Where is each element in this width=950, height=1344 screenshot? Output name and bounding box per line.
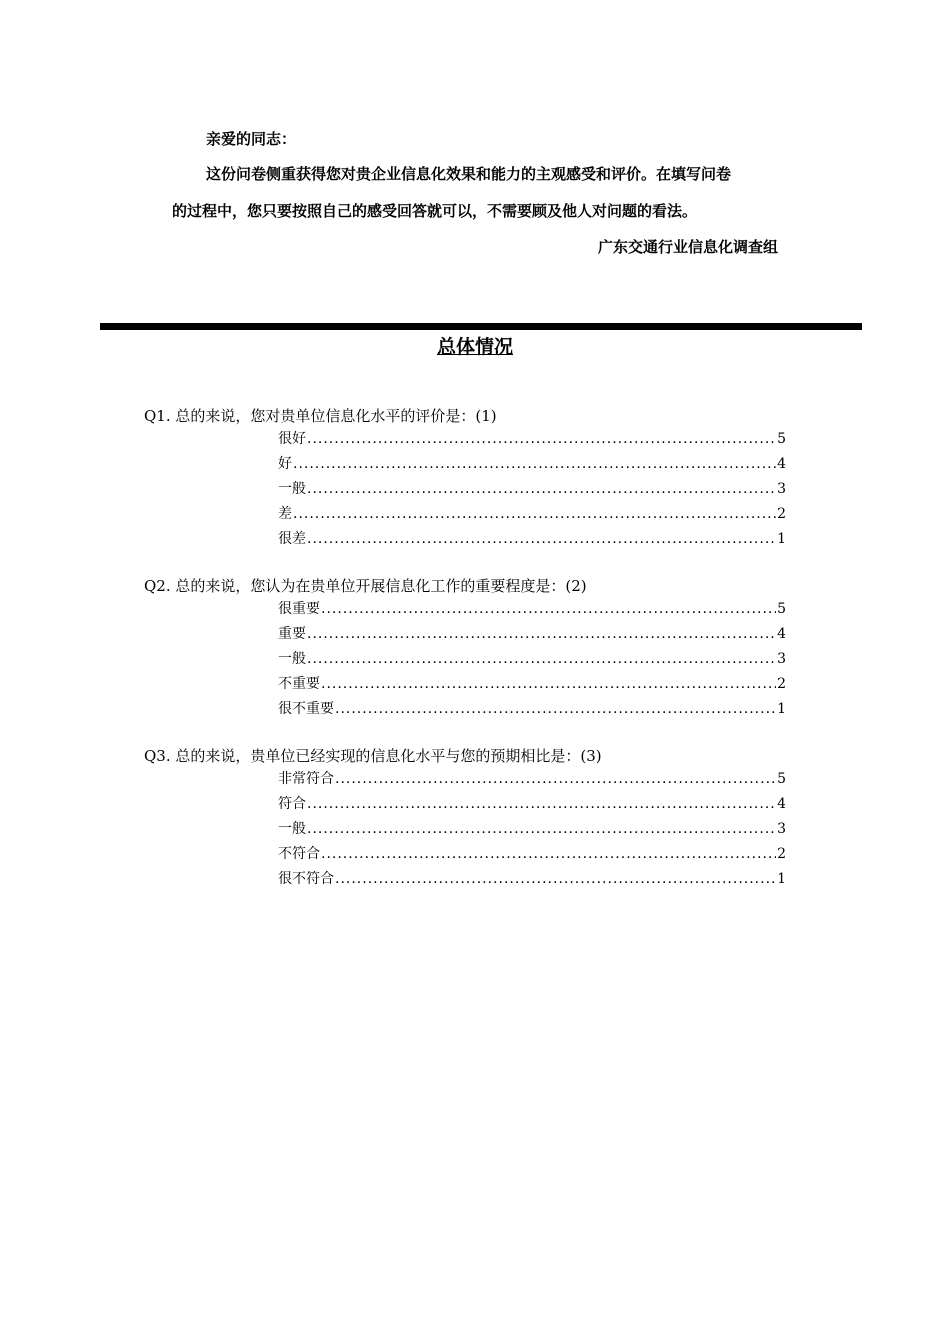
option-label: 好 xyxy=(278,456,292,472)
question-1 xyxy=(144,405,864,552)
option-score: 2 xyxy=(777,506,786,522)
dot-leader xyxy=(293,452,776,477)
option-row[interactable] xyxy=(278,527,786,552)
option-label: 不重要 xyxy=(278,676,320,692)
option-label: 不符合 xyxy=(278,846,320,862)
dot-leader xyxy=(307,527,776,552)
option-row[interactable] xyxy=(278,427,786,452)
option-score: 3 xyxy=(777,821,786,837)
option-label: 非常符合 xyxy=(278,771,334,787)
option-label: 很不重要 xyxy=(278,701,334,717)
question-text: Q3. 总的来说，贵单位已经实现的信息化水平与您的预期相比是：(3) xyxy=(144,747,602,765)
option-row[interactable] xyxy=(278,842,786,867)
option-score: 2 xyxy=(777,676,786,692)
intro-paragraph-line-1: 这份问卷侧重获得您对贵企业信息化效果和能力的主观感受和评价。在填写问卷 xyxy=(206,165,732,183)
intro-paragraph-line-2: 的过程中，您只要按照自己的感受回答就可以，不需要顾及他人对问题的看法。 xyxy=(172,202,698,220)
dot-leader xyxy=(321,672,776,697)
greeting: 亲爱的同志： xyxy=(206,130,297,148)
dot-leader xyxy=(335,867,776,892)
option-score: 1 xyxy=(777,531,786,547)
option-row[interactable] xyxy=(278,502,786,527)
dot-leader xyxy=(293,502,776,527)
option-score: 4 xyxy=(777,796,786,812)
option-row[interactable] xyxy=(278,697,786,722)
question-3 xyxy=(144,745,864,892)
option-label: 差 xyxy=(278,506,292,522)
option-row[interactable] xyxy=(278,622,786,647)
signature: 广东交通行业信息化调查组 xyxy=(598,238,779,256)
option-score: 2 xyxy=(777,846,786,862)
dot-leader xyxy=(321,597,776,622)
option-label: 符合 xyxy=(278,796,306,812)
option-score: 1 xyxy=(777,701,786,717)
question-text: Q1. 总的来说，您对贵单位信息化水平的评价是：(1) xyxy=(144,407,497,425)
dot-leader xyxy=(307,622,776,647)
option-label: 很不符合 xyxy=(278,871,334,887)
dot-leader xyxy=(307,792,776,817)
option-label: 很好 xyxy=(278,431,306,447)
option-row[interactable] xyxy=(278,647,786,672)
option-list xyxy=(278,767,786,892)
option-score: 3 xyxy=(777,481,786,497)
option-row[interactable] xyxy=(278,477,786,502)
option-score: 4 xyxy=(777,626,786,642)
option-list xyxy=(278,427,786,552)
option-label: 很差 xyxy=(278,531,306,547)
option-label: 一般 xyxy=(278,481,306,497)
option-label: 一般 xyxy=(278,651,306,667)
dot-leader xyxy=(307,477,776,502)
option-score: 5 xyxy=(777,601,786,617)
option-score: 3 xyxy=(777,651,786,667)
option-list xyxy=(278,597,786,722)
option-label: 很重要 xyxy=(278,601,320,617)
option-row[interactable] xyxy=(278,792,786,817)
option-score: 1 xyxy=(777,871,786,887)
question-2 xyxy=(144,575,864,722)
option-row[interactable] xyxy=(278,452,786,477)
dot-leader xyxy=(307,427,776,452)
dot-leader xyxy=(307,647,776,672)
option-row[interactable] xyxy=(278,767,786,792)
option-row[interactable] xyxy=(278,597,786,622)
option-label: 一般 xyxy=(278,821,306,837)
option-score: 4 xyxy=(777,456,786,472)
option-row[interactable] xyxy=(278,817,786,842)
dot-leader xyxy=(335,767,776,792)
section-divider xyxy=(100,323,862,330)
dot-leader xyxy=(307,817,776,842)
dot-leader xyxy=(321,842,776,867)
option-score: 5 xyxy=(777,431,786,447)
question-text: Q2. 总的来说，您认为在贵单位开展信息化工作的重要程度是：(2) xyxy=(144,577,587,595)
option-score: 5 xyxy=(777,771,786,787)
option-row[interactable] xyxy=(278,672,786,697)
option-row[interactable] xyxy=(278,867,786,892)
section-title: 总体情况 xyxy=(436,336,513,358)
dot-leader xyxy=(335,697,776,722)
option-label: 重要 xyxy=(278,626,306,642)
